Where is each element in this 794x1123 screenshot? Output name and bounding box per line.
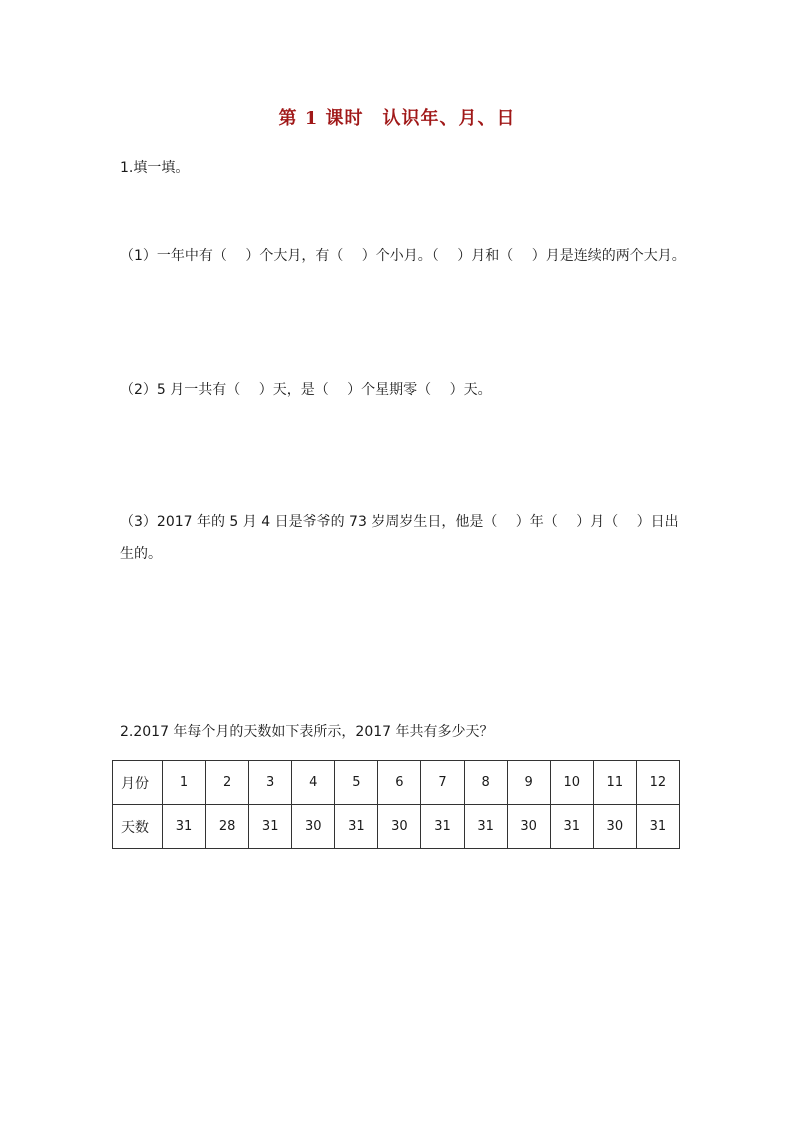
days-cell: 30 <box>593 805 636 849</box>
days-cell: 28 <box>206 805 249 849</box>
month-cell: 4 <box>292 761 335 805</box>
question-1-heading: 1.填一填。 <box>120 160 190 176</box>
question-2-heading: 2.2017 年每个月的天数如下表所示，2017 年共有多少天？ <box>120 724 494 740</box>
month-cell: 7 <box>421 761 464 805</box>
days-cell: 30 <box>378 805 421 849</box>
days-per-month-table <box>112 760 680 849</box>
days-cell: 31 <box>335 805 378 849</box>
days-cell: 30 <box>507 805 550 849</box>
month-cell: 11 <box>593 761 636 805</box>
month-cell: 8 <box>464 761 507 805</box>
days-cell: 31 <box>464 805 507 849</box>
question-1-item-3: （3）2017 年的 5 月 4 日是爷爷的 73 岁周岁生日，他是（ ）年（ ）月（ ）日出生的。 <box>120 514 679 562</box>
month-cell: 12 <box>636 761 679 805</box>
month-cell: 6 <box>378 761 421 805</box>
month-cell: 10 <box>550 761 593 805</box>
month-cell: 9 <box>507 761 550 805</box>
days-cell: 31 <box>550 805 593 849</box>
question-1-item-1: （1）一年中有（ ）个大月，有（ ）个小月。（ ）月和（ ）月是连续的两个大月。 <box>120 248 686 264</box>
month-cell: 2 <box>206 761 249 805</box>
days-cell: 30 <box>292 805 335 849</box>
days-cell: 31 <box>636 805 679 849</box>
days-cell: 31 <box>421 805 464 849</box>
table-row-days <box>113 805 680 849</box>
row-label-month: 月份 <box>113 761 163 805</box>
month-cell: 5 <box>335 761 378 805</box>
days-cell: 31 <box>249 805 292 849</box>
table-row-months <box>113 761 680 805</box>
row-label-days: 天数 <box>113 805 163 849</box>
days-cell: 31 <box>163 805 206 849</box>
question-1-item-2: （2）5 月一共有（ ）天，是（ ）个星期零（ ）天。 <box>120 382 492 398</box>
month-cell: 1 <box>163 761 206 805</box>
month-cell: 3 <box>249 761 292 805</box>
page-title: 第 1 课时 认识年、月、日 <box>278 108 516 129</box>
